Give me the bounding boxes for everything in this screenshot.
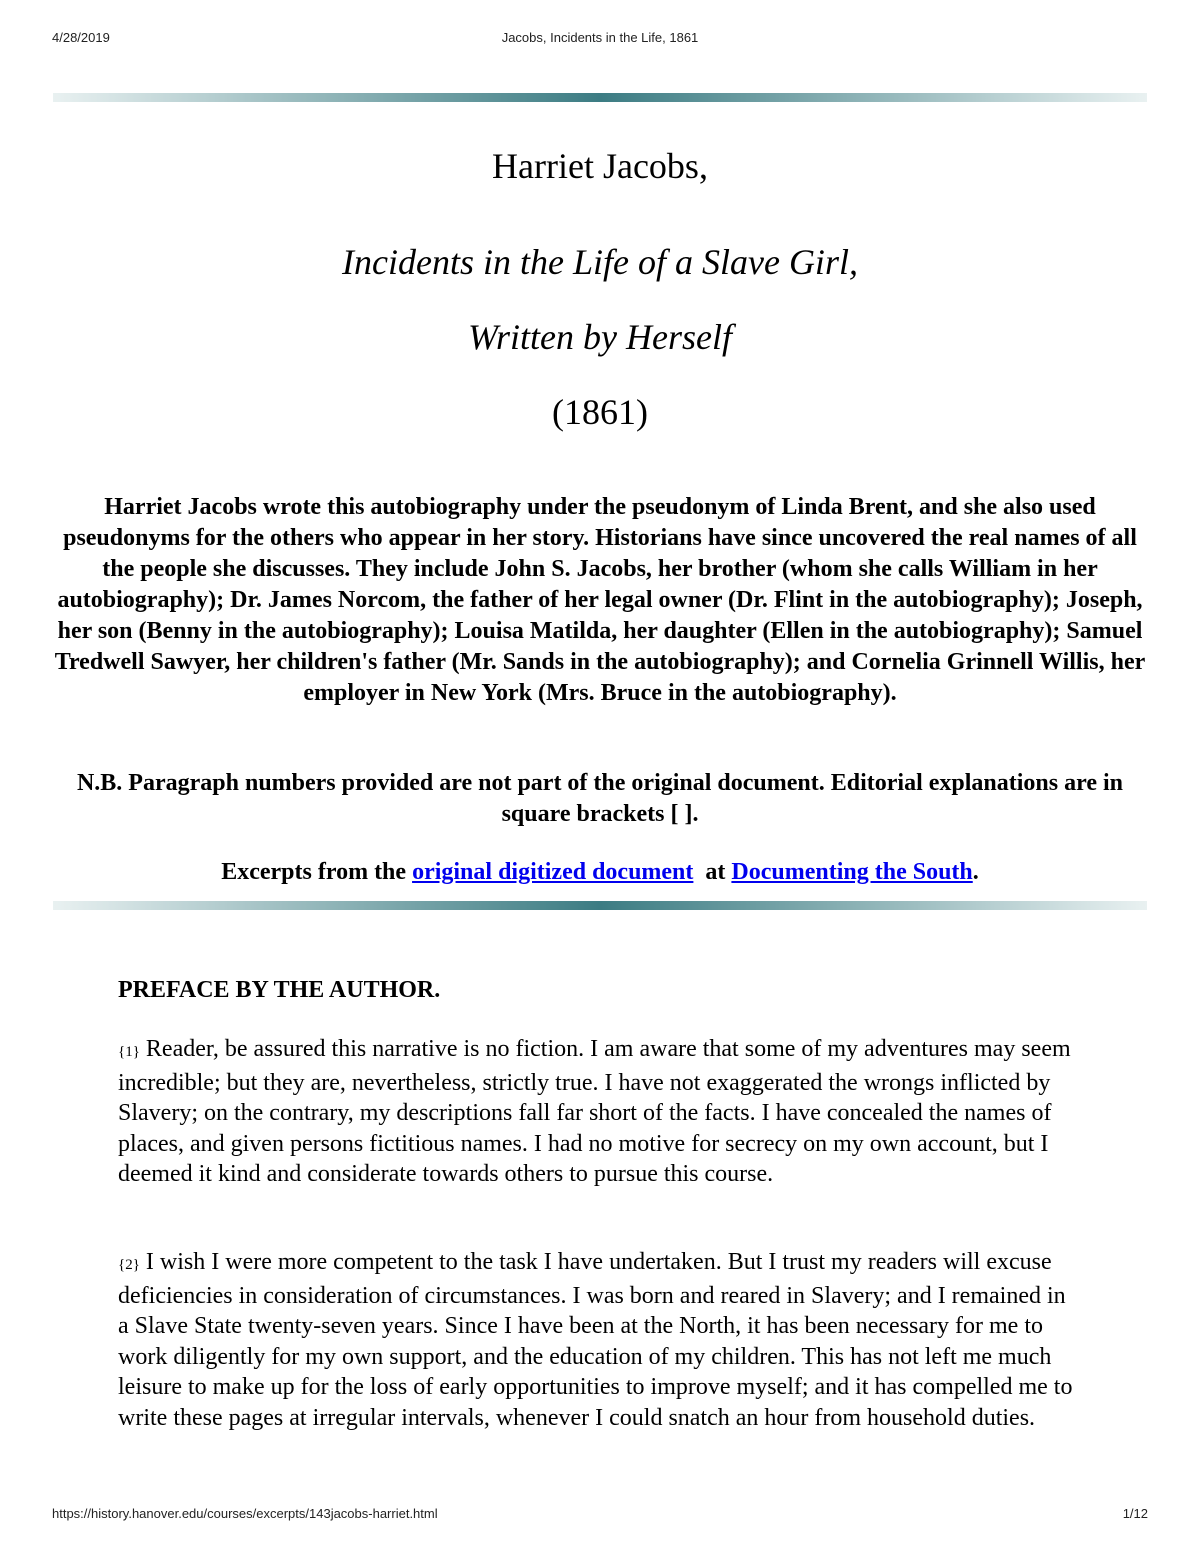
- preface-heading: PREFACE BY THE AUTHOR.: [118, 977, 441, 1003]
- editorial-note: N.B. Paragraph numbers provided are not part of the original document. Editorial explanations are in square brackets [ ].: [76, 770, 1124, 827]
- bottom-divider: [53, 901, 1147, 910]
- intro-paragraph: Harriet Jacobs wrote this autobiography under the pseudonym of Linda Brent, and she also used pseudonyms for the others who appear in her story. Historians have since uncovered the real names of all the people she discusses. They include John S. Jacobs, her brother (whom she calls William in her autobiography); Dr. James Norcom, the father of her legal owner (Dr. Flint in the autobiography); Joseph, her son (Benny in the autobiography); Louisa Matilda, her daughter (Ellen in the autobiography); Samuel Tredwell Sawyer, her children's father (Mr. Sands in the autobiography); and Cornelia Grinnell Willis, her employer in New York (Mrs. Bruce in the autobiography).: [54, 494, 1146, 706]
- preface-paragraph-1: [118, 1034, 1078, 1190]
- paragraph-number: {1}: [118, 1044, 140, 1060]
- book-subtitle: Written by Herself: [468, 317, 732, 357]
- original-document-link[interactable]: original digitized document: [412, 859, 694, 885]
- print-date: 4/28/2019: [52, 30, 110, 45]
- page-number: 1/12: [1122, 1506, 1148, 1521]
- print-footer: [52, 1506, 1148, 1526]
- excerpts-prefix: Excerpts from the: [221, 859, 413, 885]
- author-heading: Harriet Jacobs,: [492, 146, 708, 186]
- paragraph-text: I wish I were more competent to the task I have undertaken. But I trust my readers will excuse deficiencies in consideration of circumstances. I was born and reared in Slavery; and I remained in a Slave State twenty-seven years. Since I have been at the North, it has been necessary for me to work diligently for my own support, and the education of my children. This has not left me much leisure to make up for the loss of early opportunities to improve myself; and it has compelled me to write these pages at irregular intervals, whenever I could snatch an hour from household duties.: [118, 1249, 1073, 1431]
- print-title: Jacobs, Incidents in the Life, 1861: [501, 30, 699, 45]
- documenting-the-south-link[interactable]: Documenting the South: [731, 859, 973, 885]
- print-header: [52, 30, 1148, 50]
- excerpts-suffix: .: [972, 859, 979, 885]
- paragraph-number: {2}: [118, 1257, 140, 1273]
- excerpts-line: [53, 857, 1147, 888]
- book-title: Incidents in the Life of a Slave Girl,: [342, 242, 858, 282]
- excerpts-middle: at: [693, 859, 732, 885]
- print-url: https://history.hanover.edu/courses/excerpts/143jacobs-harriet.html: [52, 1506, 438, 1521]
- paragraph-text: Reader, be assured this narrative is no fiction. I am aware that some of my adventures may seem incredible; but they are, nevertheless, strictly true. I have not exaggerated the wrongs inflicted by Slavery; on the contrary, my descriptions fall far short of the facts. I have concealed the names of places, and given persons fictitious names. I had no motive for secrecy on my own account, but I deemed it kind and considerate towards others to pursue this course.: [118, 1036, 1071, 1187]
- preface-paragraph-2: [118, 1247, 1078, 1433]
- top-divider: [53, 93, 1147, 102]
- publication-year: (1861): [552, 392, 648, 432]
